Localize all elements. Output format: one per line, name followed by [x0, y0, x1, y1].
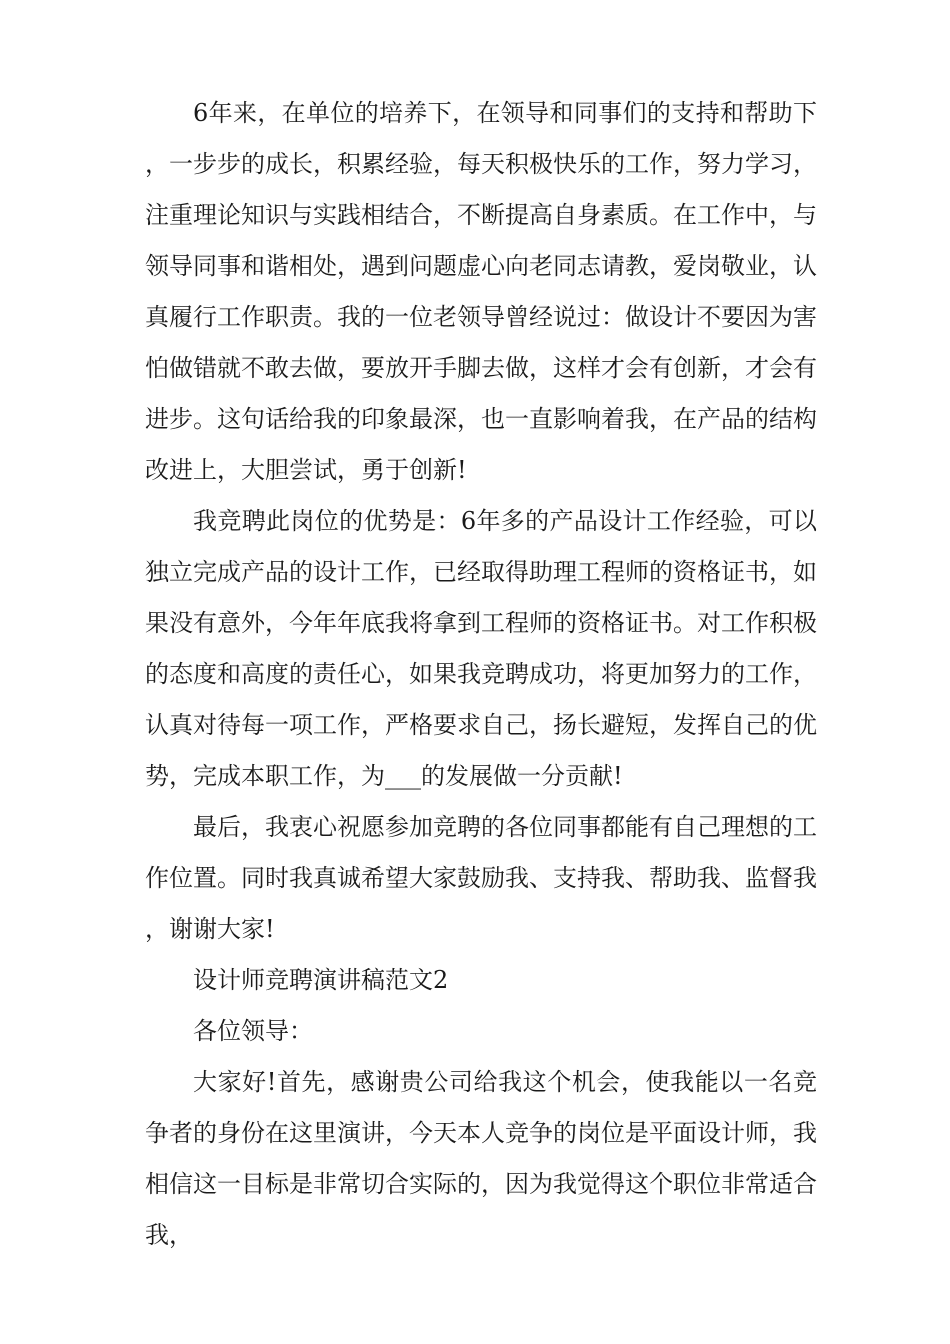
- document-body: [145, 88, 817, 1261]
- paragraph-advantages: 我竞聘此岗位的优势是：6年多的产品设计工作经验，可以独立完成产品的设计工作，已经取得助理工程师的资格证书，如果没有意外，今年年底我将拿到工程师的资格证书。对工作积极的态度和高度的责任心，如果我竞聘成功，将更加努力的工作，认真对待每一项工作，严格要求自己，扬长避短，发挥自己的优势，完成本职工作，为___的发展做一分贡献!: [145, 507, 817, 790]
- salutation: 各位领导：: [193, 1017, 313, 1045]
- paragraph-closing: 最后，我衷心祝愿参加竞聘的各位同事都能有自己理想的工作位置。同时我真诚希望大家鼓励我、支持我、帮助我、监督我，谢谢大家!: [145, 813, 817, 943]
- paragraph-introduction: 大家好!首先，感谢贵公司给我这个机会，使我能以一名竞争者的身份在这里演讲，今天本人竞争的岗位是平面设计师，我相信这一目标是非常切合实际的，因为我觉得这个职位非常适合我，: [145, 1068, 817, 1249]
- section-heading: 设计师竞聘演讲稿范文2: [193, 966, 449, 994]
- paragraph-experience: 6年来，在单位的培养下，在领导和同事们的支持和帮助下，一步步的成长，积累经验，每天积极快乐的工作，努力学习，注重理论知识与实践相结合，不断提高自身素质。在工作中，与领导同事和谐相处，遇到问题虚心向老同志请教，爱岗敬业，认真履行工作职责。我的一位老领导曾经说过：做设计不要因为害怕做错就不敢去做，要放开手脚去做，这样才会有创新，才会有进步。这句话给我的印象最深，也一直影响着我，在产品的结构改进上，大胆尝试，勇于创新!: [145, 99, 817, 484]
